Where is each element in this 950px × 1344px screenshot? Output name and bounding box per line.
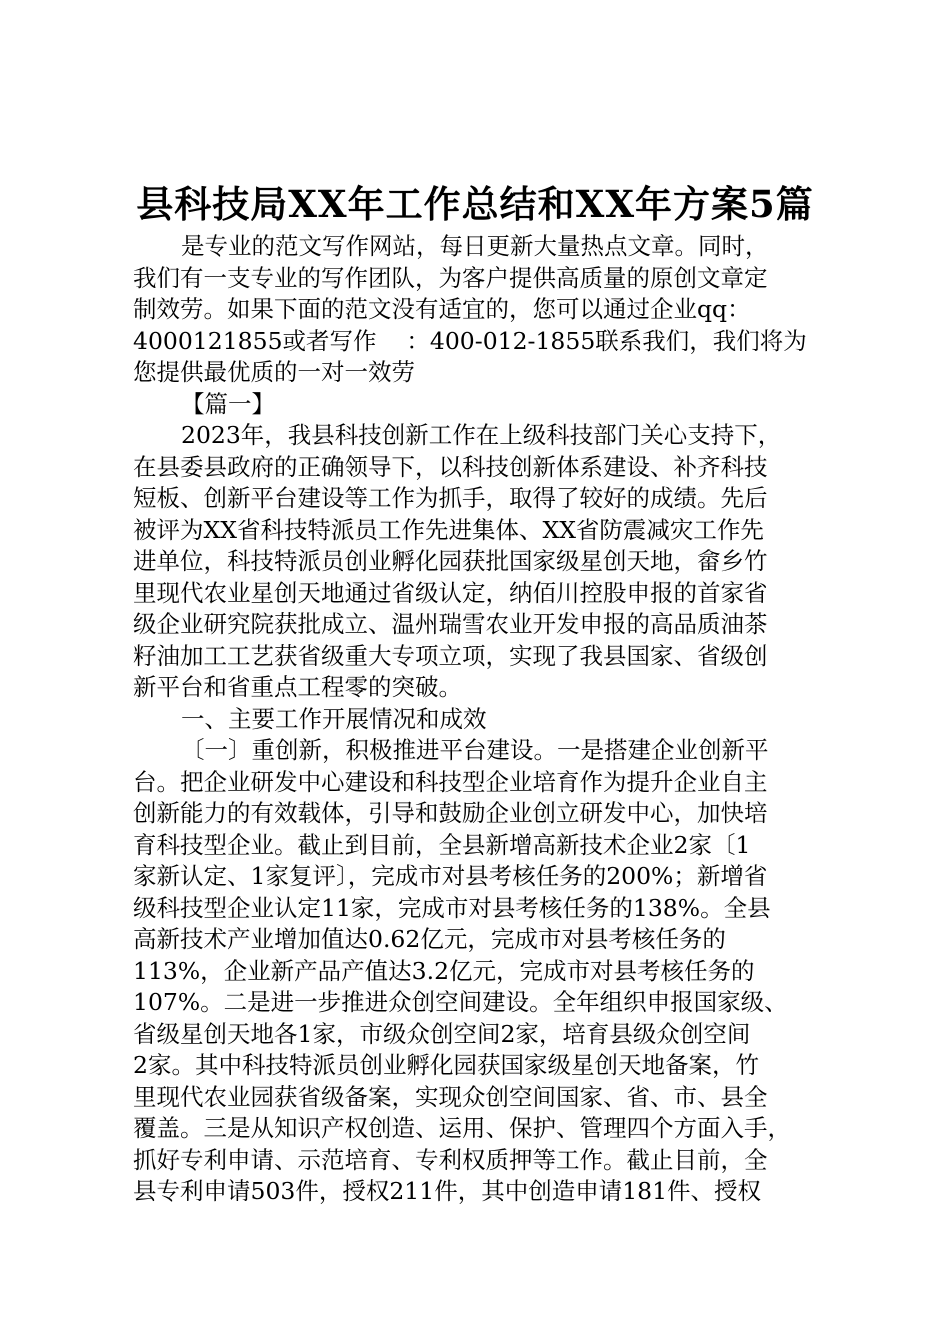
body-line: 级企业研究院获批成立、温州瑞雪农业开发申报的高品质油茶: [133, 610, 768, 638]
body-line: 短板、创新平台建设等工作为抓手，取得了较好的成绩。先后: [133, 484, 768, 512]
body-line: 在县委县政府的正确领导下，以科技创新体系建设、补齐科技: [133, 452, 768, 481]
body-line: 〔一〕重创新，积极推进平台建设。一是搭建企业创新平: [181, 736, 769, 764]
body-line: 台。把企业研发中心建设和科技型企业培育作为提升企业自主: [133, 767, 768, 796]
body-line: 您提供最优质的一对一效劳: [133, 358, 415, 386]
body-line: 抓好专利申请、示范培育、专利权质押等工作。截止目前，全: [133, 1145, 768, 1174]
body-line: 县专利申请503件，授权211件，其中创造申请181件、授权: [133, 1177, 762, 1205]
body-line: 我们有一支专业的写作团队，为客户提供高质量的原创文章定: [133, 263, 768, 292]
body-line: 里现代农业园获省级备案，实现众创空间国家、省、市、县全: [133, 1082, 768, 1111]
body-line: 一、主要工作开展情况和成效: [181, 704, 487, 733]
body-line: 2家。其中科技特派员创业孵化园获国家级星创天地备案，竹: [133, 1051, 759, 1079]
body-line: 高新技术产业增加值达0.62亿元，完成市对县考核任务的: [133, 925, 726, 953]
body-line: 里现代农业星创天地通过省级认定，纳佰川控股申报的首家省: [133, 578, 768, 607]
document-body: [133, 231, 823, 1208]
body-line: 覆盖。三是从知识产权创造、运用、保护、管理四个方面入手，: [133, 1114, 791, 1142]
body-line: 育科技型企业。截止到目前，全县新增高新技术企业2家〔1: [133, 830, 751, 859]
body-line: 107%。二是进一步推进众创空间建设。全年组织申报国家级、: [133, 988, 788, 1016]
body-line: 进单位，科技特派员创业孵化园获批国家级星创天地，畲乡竹: [133, 547, 768, 575]
body-line: 是专业的范文写作网站，每日更新大量热点文章。同时，: [181, 232, 769, 260]
document-title: 县科技局XX年工作总结和XX年方案5篇: [136, 182, 814, 226]
body-line: 2023年，我县科技创新工作在上级科技部门关心支持下，: [181, 421, 782, 449]
body-line: 新平台和省重点工程零的突破。: [133, 673, 462, 701]
body-line: 113%，企业新产品产值达3.2亿元，完成市对县考核任务的: [133, 956, 755, 985]
body-line: 籽油加工工艺获省级重大专项立项，实现了我县国家、省级创: [133, 641, 768, 670]
body-line: 创新能力的有效载体，引导和鼓励企业创立研发中心，加快培: [133, 799, 768, 827]
body-line: 省级星创天地各1家，市级众创空间2家，培育县级众创空间: [133, 1019, 751, 1048]
body-line: 【篇一】: [181, 389, 275, 418]
body-line: 被评为XX省科技特派员工作先进集体、XX省防震减灾工作先: [133, 515, 764, 544]
body-line: 制效劳。如果下面的范文没有适宜的，您可以通过企业qq：: [133, 295, 751, 323]
body-line: 级科技型企业认定11家，完成市对县考核任务的138%。全县: [133, 893, 771, 922]
body-line: 4000121855或者写作 ：400-012-1855联系我们，我们将为: [133, 326, 807, 355]
body-line: 家新认定、1家复评〕，完成市对县考核任务的200%；新增省: [133, 862, 768, 890]
